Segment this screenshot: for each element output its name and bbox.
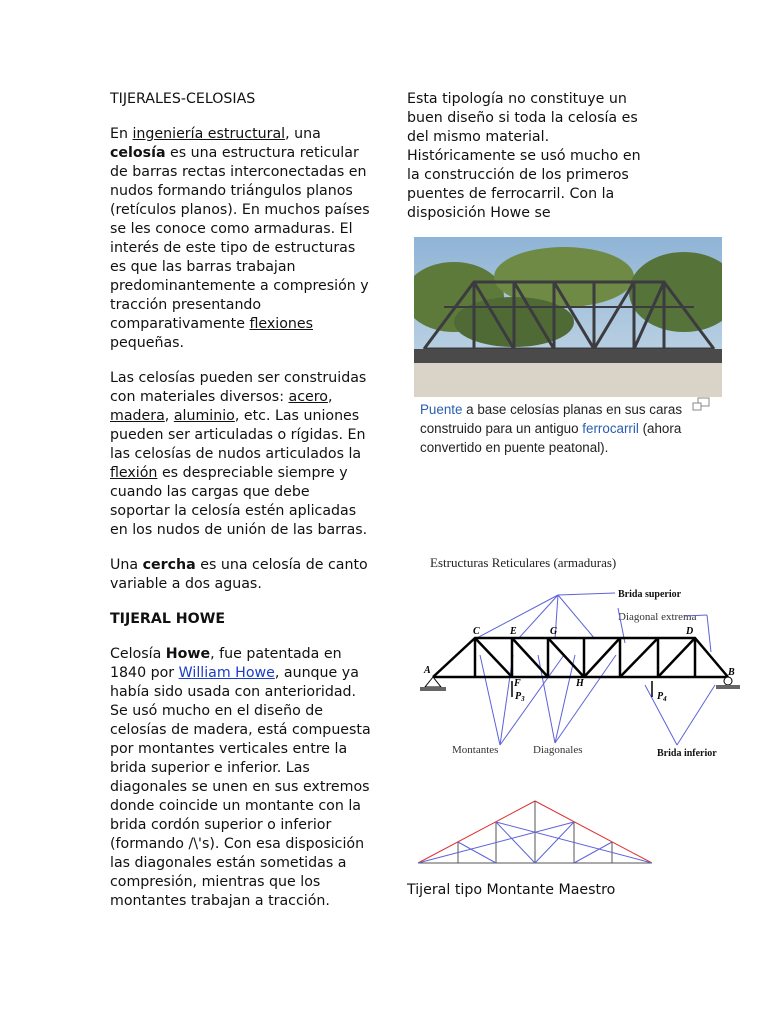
label-brida-inferior: Brida inferior xyxy=(657,748,717,759)
link-ferrocarril[interactable]: ferrocarril xyxy=(582,421,639,436)
left-column xyxy=(110,90,372,927)
paragraph-howe-continued: Esta tipología no constituye un buen diseño si toda la celosía es del mismo material. Históricamente se usó mucho en la construcción de los primeros puentes de ferrocarril. Con la disposición Howe se xyxy=(407,91,641,221)
paragraph-cercha: Una cercha es una celosía de canto variable a dos aguas. xyxy=(110,557,368,592)
diagram-title: Estructuras Reticulares (armaduras) xyxy=(430,555,617,570)
node-label-b: B xyxy=(728,667,735,678)
node-label-d: D xyxy=(686,626,694,637)
support-b-base xyxy=(716,685,740,689)
section-heading: TIJERALES-CELOSIAS xyxy=(110,91,256,107)
paragraph-definition: En ingeniería estructural, una celosía es una estructura reticular de barras rectas interconectadas en nudos formando triángulos planos (retículos planos). En muchos países se les conoce como armaduras. El interés de este tipo de estructuras es que las barras trabajan predominantemente a compresión y tracción presentando comparativamente flexiones pequeñas. xyxy=(110,126,370,351)
truss-members xyxy=(433,638,728,677)
paragraph-howe: Celosía Howe, fue patentada en 1840 por William Howe, aunque ya había sido usada con anterioridad. Se usó mucho en el diseño de celosías de madera, está compuesta por montantes verticales entre la brida superior e inferior. Las diagonales se unen en sus extremos donde coincide un montante con la brida cordón superior o inferior (formando /\'s). Con esa disposición las diagonales están sometidas a compresión, mientras que los montantes trabajan a tracción. xyxy=(110,646,371,909)
bridge-photo xyxy=(414,237,722,397)
link-madera[interactable]: madera xyxy=(110,408,165,424)
figure-caption-montante-maestro: Tijeral tipo Montante Maestro xyxy=(407,882,616,898)
node-label-a: A xyxy=(424,665,431,676)
support-a-base xyxy=(420,687,446,691)
link-aluminio[interactable]: aluminio xyxy=(173,408,235,424)
link-acero[interactable]: acero xyxy=(288,389,328,405)
node-label-f: F xyxy=(514,678,521,689)
link-flexion[interactable]: flexión xyxy=(110,465,158,481)
label-diagonal-extrema: Diagonal extrema xyxy=(618,611,697,623)
support-b xyxy=(724,677,732,685)
node-label-e: E xyxy=(510,626,517,637)
link-puente[interactable]: Puente xyxy=(420,402,463,417)
label-diagonales: Diagonales xyxy=(533,744,583,756)
link-ingenieria-estructural[interactable]: ingeniería estructural xyxy=(132,126,286,142)
howe-truss-diagram xyxy=(400,545,745,770)
node-label-g: G xyxy=(550,626,558,637)
node-label-h: H xyxy=(576,678,584,689)
link-william-howe[interactable]: William Howe xyxy=(178,665,275,681)
load-label-p3: $P_3$ xyxy=(515,691,525,703)
montante-maestro-diagram xyxy=(410,795,660,870)
label-montantes: Montantes xyxy=(452,744,499,756)
paragraph-materials: Las celosías pueden ser construidas con materiales diversos: acero, madera, aluminio, etc. Las uniones pueden ser articuladas o rígidas. En las celosías de nudos articulados la flexión es despreciable siempre y cuando las cargas que debe soportar la celosía estén aplicadas en los nudos de unión de las barras. xyxy=(110,370,368,538)
bridge-photo-caption: Puente a base celosías planas en sus caras construido para un antiguo ferrocarril (ahora convertido en puente peatonal). xyxy=(420,402,683,455)
link-flexiones[interactable]: flexiones xyxy=(249,316,314,332)
node-label-c: C xyxy=(473,626,480,637)
right-column xyxy=(407,90,727,239)
support-a xyxy=(425,677,441,687)
label-brida-superior: Brida superior xyxy=(618,589,682,600)
load-label-p4: $P_4$ xyxy=(657,691,667,703)
section-heading-howe: TIJERAL HOWE xyxy=(110,611,226,627)
